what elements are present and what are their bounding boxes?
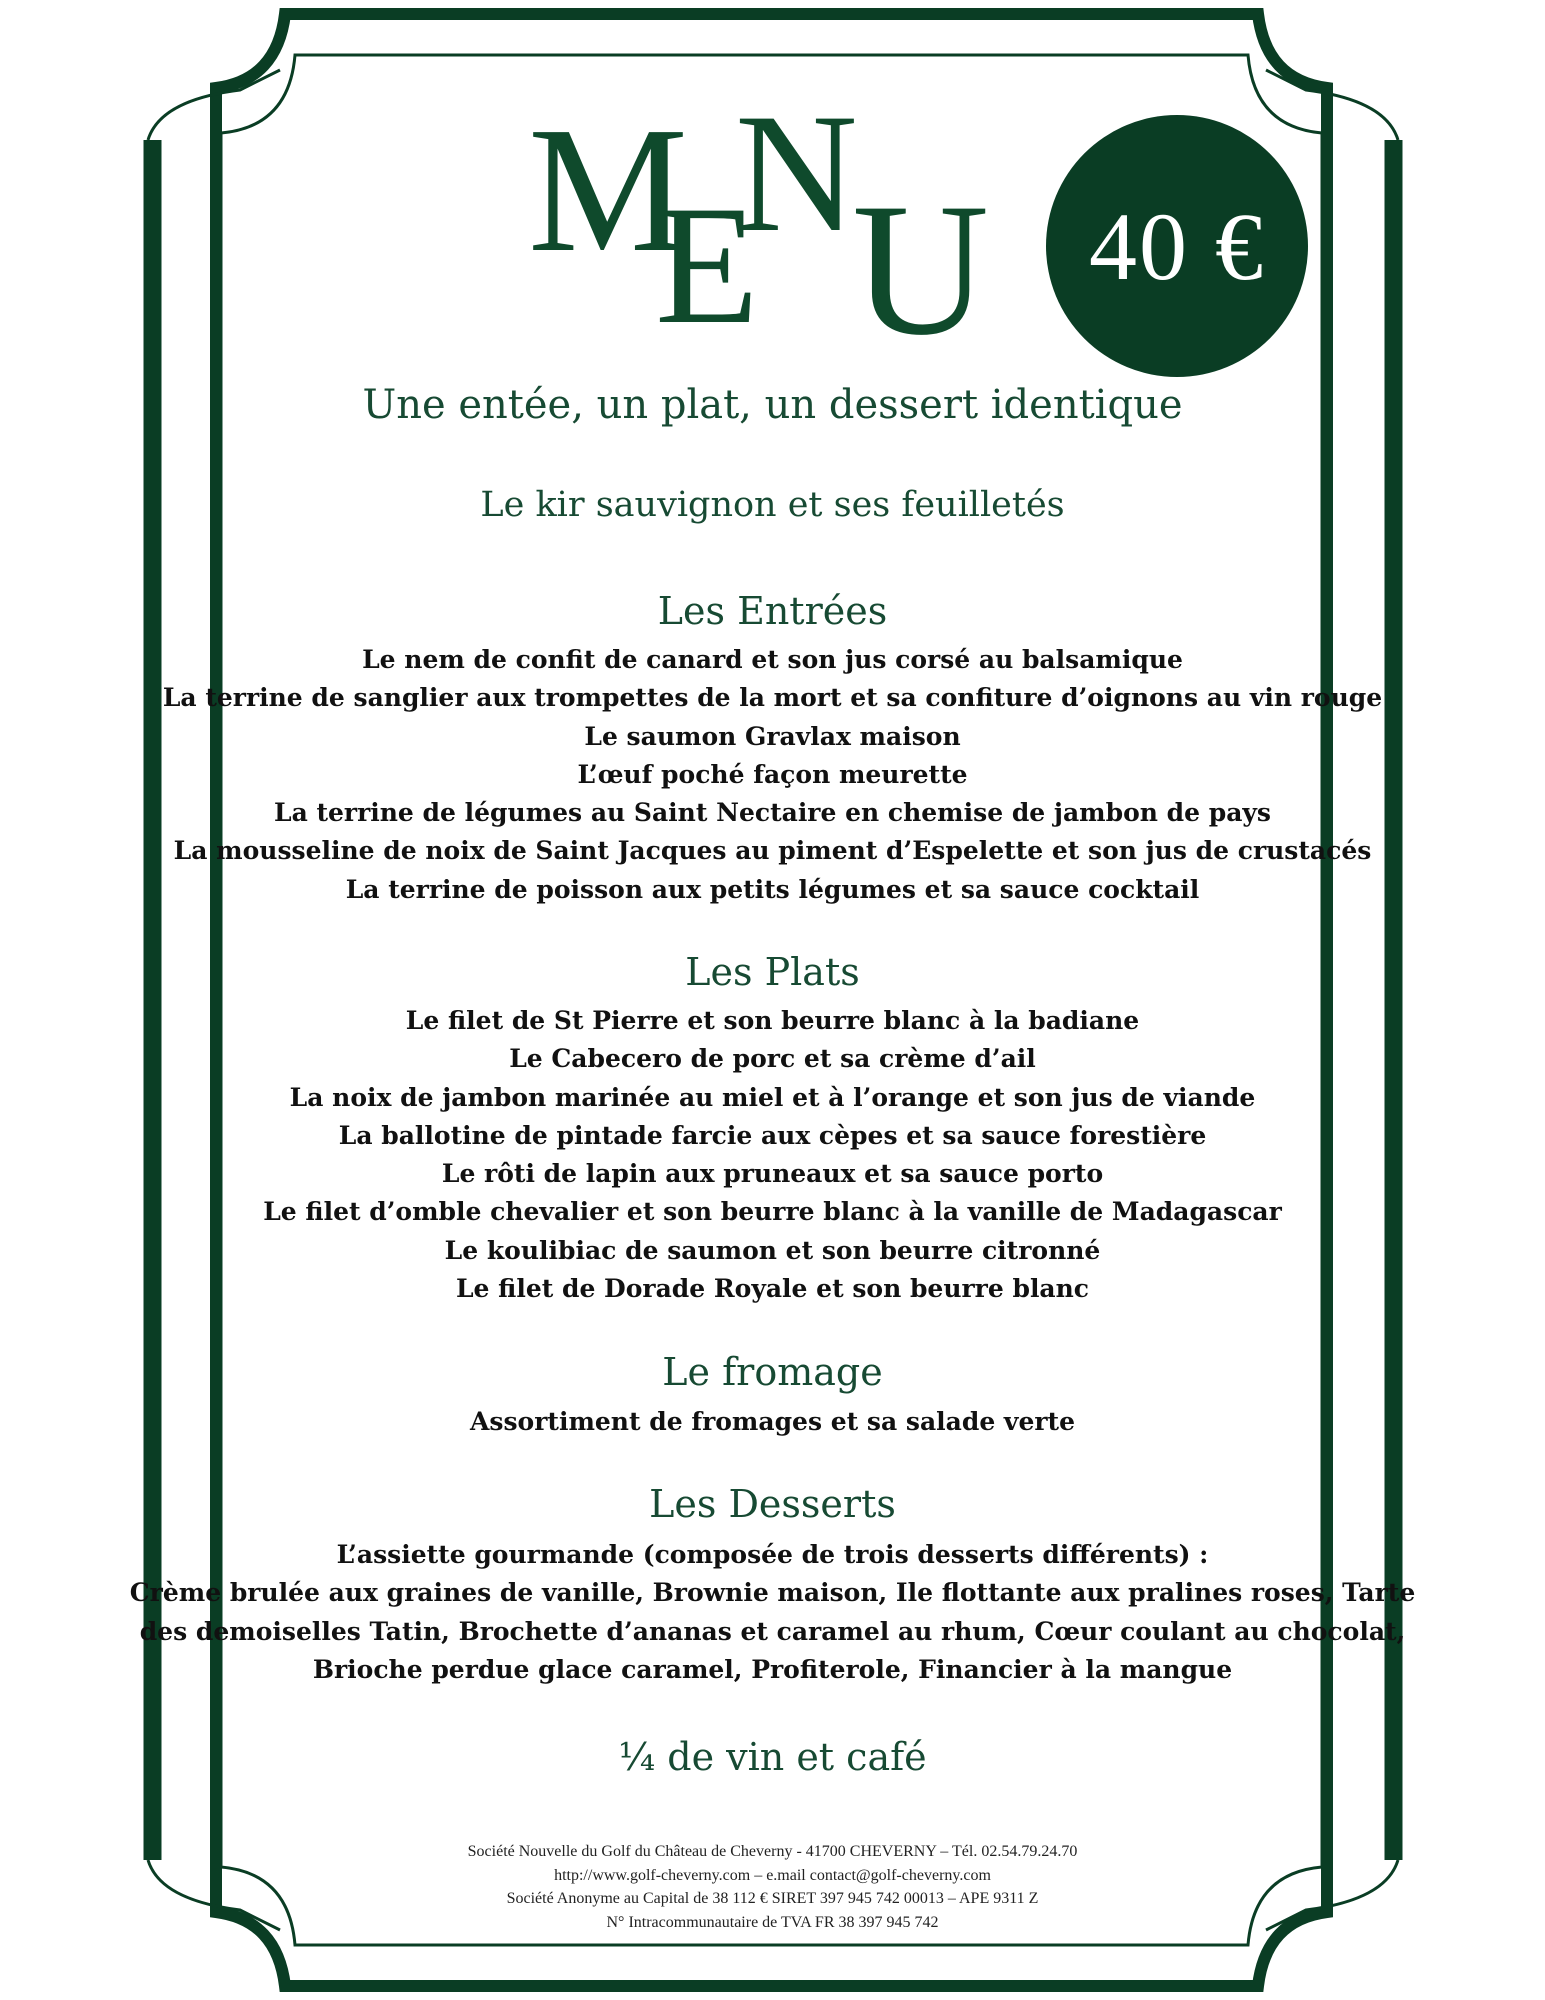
list-item: des demoiselles Tatin, Brochette d’ananas et caramel au rhum, Cœur coulant au chocolat, <box>139 1616 1406 1646</box>
menu-subtitle: Une entée, un plat, un dessert identique <box>362 382 1183 428</box>
footer-line: Société Nouvelle du Golf du Château de Cheverny - 41700 CHEVERNY – Tél. 02.54.79.24.70 <box>467 1843 1078 1860</box>
list-item: Brioche perdue glace caramel, Profiterole, Financier à la mangue <box>312 1654 1233 1684</box>
list-item: L’assiette gourmande (composée de trois desserts différents) : <box>336 1540 1209 1569</box>
list-item: Le filet de St Pierre et son beurre blanc à la badiane <box>405 1006 1140 1035</box>
menu-letter-e: E <box>655 171 759 359</box>
footer-legal <box>0 1840 1545 1934</box>
list-item: Le rôti de lapin aux pruneaux et sa sauce porto <box>441 1159 1104 1189</box>
menu-letter-u: U <box>852 165 990 375</box>
closing-line: ¼ de vin et café <box>618 1735 927 1779</box>
footer-line: Société Anonyme au Capital de 38 112 € SIRET 397 945 742 00013 – APE 9311 Z <box>506 1890 1039 1907</box>
footer-line: N° Intracommunautaire de TVA FR 38 397 945 742 <box>606 1913 939 1931</box>
list-item: Le Cabecero de porc et sa crème d’ail <box>509 1044 1036 1074</box>
aperitif-line: Le kir sauvignon et ses feuilletés <box>480 485 1065 525</box>
section-title-entrees: Les Entrées <box>657 589 888 633</box>
section-title-plats: Les Plats <box>685 950 860 994</box>
list-item: L’œuf poché façon meurette <box>577 759 968 789</box>
list-item: La terrine de sanglier aux trompettes de la mort et sa confiture d’oignons au vin rouge <box>162 683 1383 713</box>
desserts-list <box>0 1536 1545 1689</box>
section-title-fromage: Le fromage <box>662 1350 883 1394</box>
list-item: La terrine de poisson aux petits légumes et sa sauce cocktail <box>345 874 1200 904</box>
list-item: Crème brulée aux graines de vanille, Brownie maison, Ile flottante aux pralines roses, Tarte <box>129 1578 1416 1608</box>
list-item: La mousseline de noix de Saint Jacques au piment d’Espelette et son jus de crustacés <box>173 836 1372 866</box>
menu-letter-n: N <box>735 79 858 267</box>
list-item: Assortiment de fromages et sa salade verte <box>470 1407 1075 1436</box>
entrees-list <box>0 641 1545 909</box>
list-item: Le nem de confit de canard et son jus corsé au balsamique <box>362 645 1183 674</box>
list-item: Le koulibiac de saumon et son beurre citronné <box>444 1235 1101 1265</box>
list-item: La noix de jambon marinée au miel et à l’orange et son jus de viande <box>289 1082 1256 1112</box>
section-title-desserts: Les Desserts <box>649 1482 896 1526</box>
list-item: La terrine de légumes au Saint Nectaire en chemise de jambon de pays <box>273 798 1272 828</box>
price-label: 40 € <box>1089 192 1265 300</box>
plats-list <box>0 1002 1545 1308</box>
footer-line: http://www.golf-cheverny.com – e.mail contact@golf-cheverny.com <box>554 1866 991 1884</box>
list-item: Le filet de Dorade Royale et son beurre blanc <box>455 1274 1090 1304</box>
list-item: La ballotine de pintade farcie aux cèpes et sa sauce forestière <box>338 1120 1207 1150</box>
menu-letter-m: M <box>528 90 689 289</box>
list-item: Le saumon Gravlax maison <box>584 721 961 751</box>
price-badge <box>1046 115 1308 377</box>
fromage-list <box>0 1403 1545 1441</box>
list-item: Le filet d’omble chevalier et son beurre blanc à la vanille de Madagascar <box>263 1197 1282 1227</box>
